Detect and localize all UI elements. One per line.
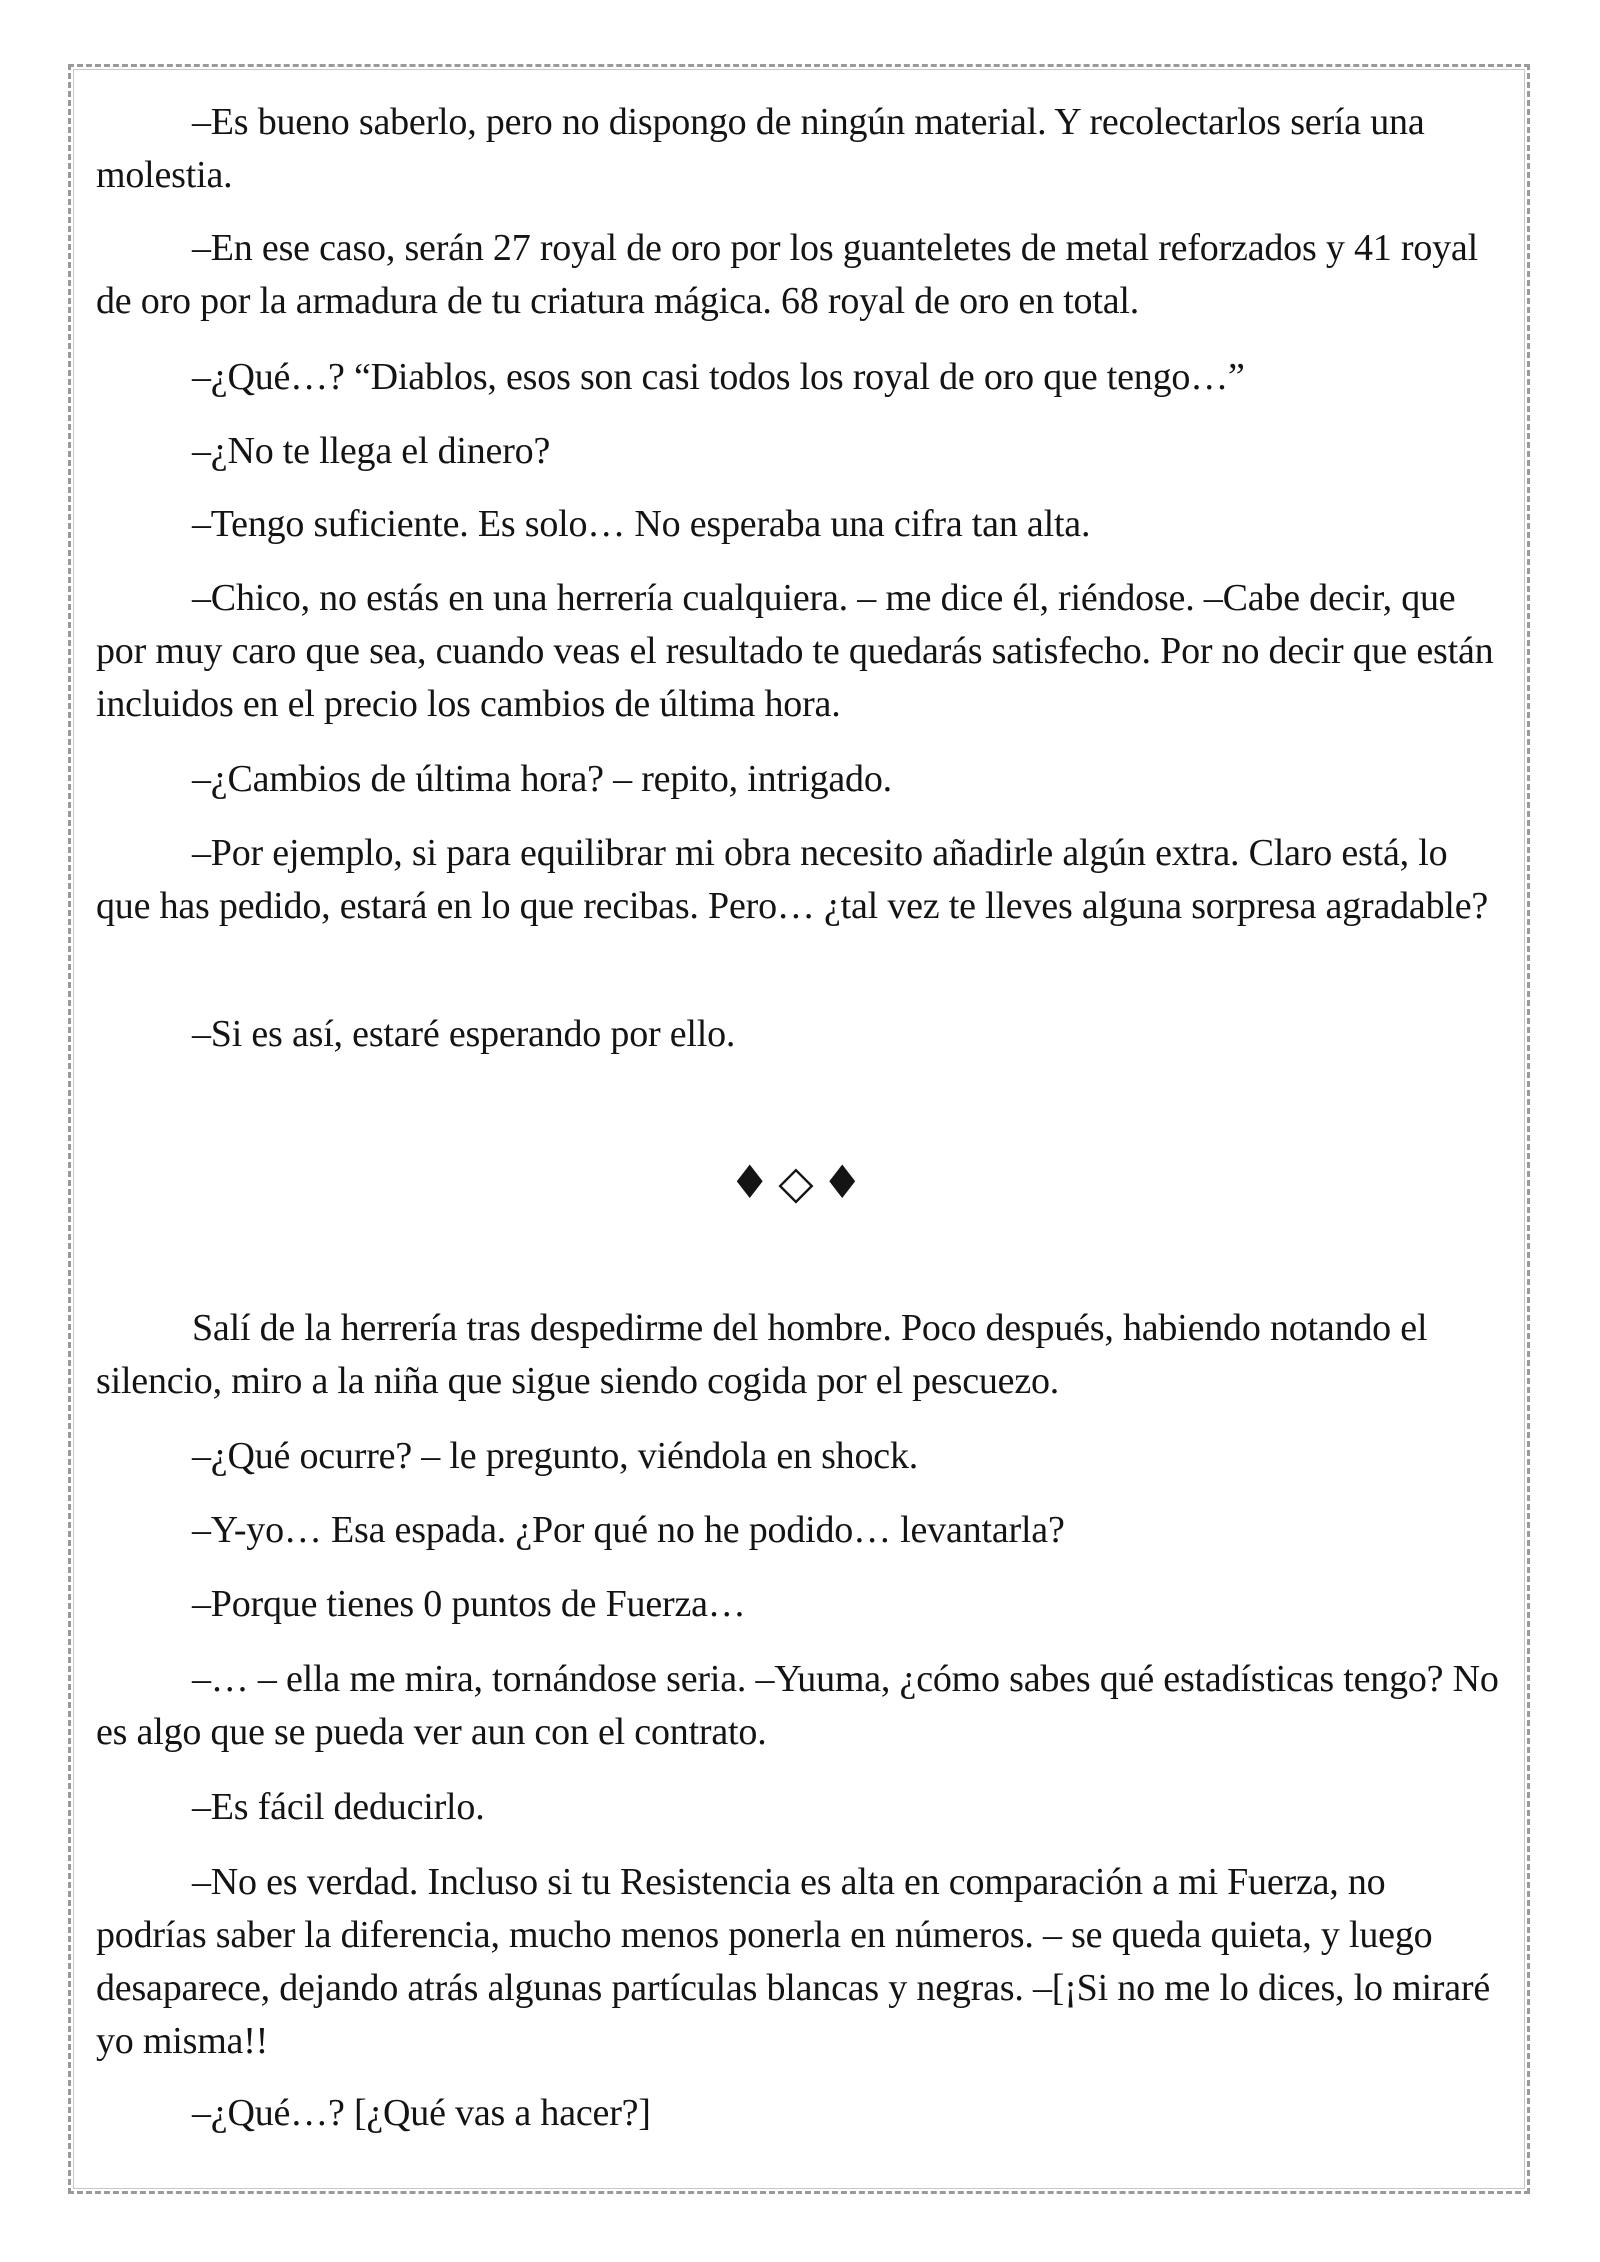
paragraph-2: –En ese caso, serán 27 royal de oro por los guanteletes de metal reforzados y 41 royal de oro por la armadura de tu criatura mágica. 68 royal de oro en total. (96, 227, 1478, 322)
paragraph-4: –¿No te llega el dinero? (192, 430, 551, 472)
paragraph-15: –Es fácil deducirlo. (192, 1786, 485, 1828)
paragraph-11: –¿Qué ocurre? – le pregunto, viéndola en shock. (192, 1435, 919, 1477)
paragraph-14: –… – ella me mira, tornándose seria. –Yuuma, ¿cómo sabes qué estadísticas tengo? No es algo que se pueda ver aun con el contrato. (96, 1658, 1499, 1753)
paragraph-6: –Chico, no estás en una herrería cualquiera. – me dice él, riéndose. –Cabe decir, que por muy caro que sea, cuando veas el resultado te quedarás satisfecho. Por no decir que están incluidos en el precio los cambios de última hora. (96, 577, 1494, 725)
paragraph-17: –¿Qué…? [¿Qué vas a hacer?] (192, 2092, 651, 2134)
paragraph-5: –Tengo suficiente. Es solo… No esperaba una cifra tan alta. (192, 503, 1091, 545)
paragraph-8: –Por ejemplo, si para equilibrar mi obra necesito añadirle algún extra. Claro está, lo que has pedido, estará en lo que recibas. Pero… ¿tal vez te lleves alguna sorpresa agradable? (96, 832, 1489, 927)
scene-separator: ♦◇♦ (729, 1155, 871, 1209)
paragraph-3: –¿Qué…? “Diablos, esos son casi todos los royal de oro que tengo…” (192, 356, 1245, 398)
paragraph-13: –Porque tienes 0 puntos de Fuerza… (192, 1583, 746, 1625)
paragraph-16: –No es verdad. Incluso si tu Resistencia es alta en comparación a mi Fuerza, no podrías saber la diferencia, mucho menos ponerla en números. – se queda quieta, y luego desaparece, dejando atrás algunas partículas blancas y negras. –[¡Si no me lo dices, lo miraré yo misma!! (96, 1861, 1491, 2062)
paragraph-10: Salí de la herrería tras despedirme del hombre. Poco después, habiendo notando el silencio, miro a la niña que sigue siendo cogida por el pescuezo. (96, 1307, 1428, 1402)
paragraph-12: –Y-yo… Esa espada. ¿Por qué no he podido… levantarla? (192, 1509, 1065, 1551)
paragraph-1: –Es bueno saberlo, pero no dispongo de ningún material. Y recolectarlos sería una molestia. (96, 101, 1425, 196)
paragraph-9: –Si es así, estaré esperando por ello. (192, 1013, 736, 1055)
paragraph-7: –¿Cambios de última hora? – repito, intrigado. (192, 758, 892, 800)
